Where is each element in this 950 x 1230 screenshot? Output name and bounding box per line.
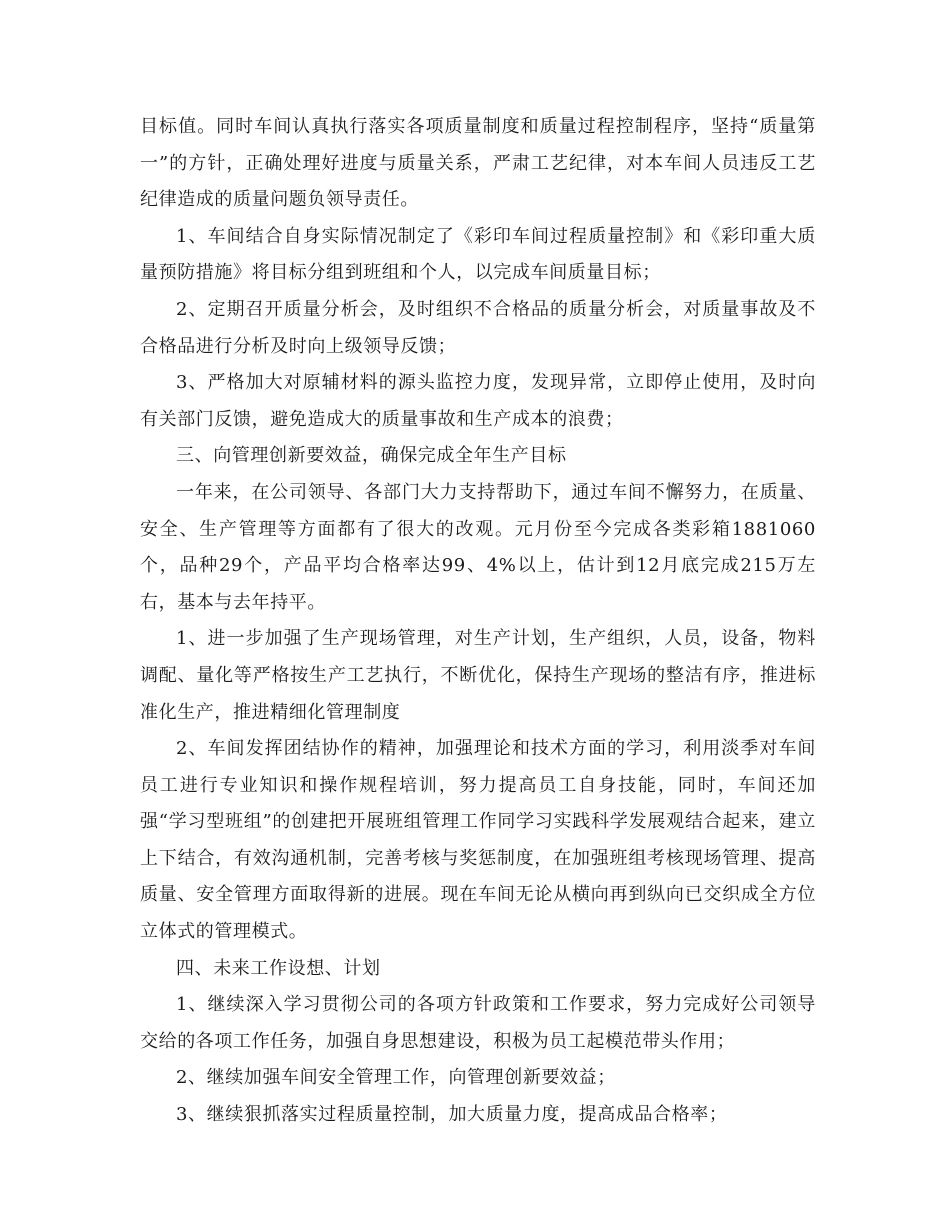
section-heading-3: 三、向管理创新要效益，确保完成全年生产目标: [176, 445, 567, 467]
paragraph-item-2-teamwork: 2、车间发挥团结协作的精神，加强理论和技术方面的学习，利用淡季对车间员工进行专业知识和操作规程培训，努力提高员工自身技能，同时，车间还加强“学习型班组”的创建把开展班组管理工作同学习实践科学发展观结合起来，建立上下结合，有效沟通机制，完善考核与奖惩制度，在加强班组考核现场管理、提高质量、安全管理方面取得新的进展。现在车间无论从横向再到纵向已交织成全方位立体式的管理模式。: [140, 738, 816, 943]
paragraph-item-1-quality-plan: 1、车间结合自身实际情况制定了《彩印车间过程质量控制》和《彩印重大质量预防措施》将目标分组到班组和个人，以完成车间质量目标；: [140, 225, 816, 284]
paragraph-plan-2: 2、继续加强车间安全管理工作，向管理创新要效益；: [176, 1067, 616, 1089]
paragraph-annual-summary: 一年来，在公司领导、各部门大力支持帮助下，通过车间不懈努力，在质量、安全、生产管理等方面都有了很大的改观。元月份至今完成各类彩箱1881060个，品种29个，产品平均合格率达99、4%以上，估计到12月底完成215万左右，基本与去年持平。: [140, 481, 816, 613]
paragraph-item-1-site-management: 1、进一步加强了生产现场管理，对生产计划，生产组织，人员，设备，物料调配、量化等严格按生产工艺执行，不断优化，保持生产现场的整洁有序，推进标准化生产，推进精细化管理制度: [140, 628, 816, 723]
paragraph-item-2-quality-meeting: 2、定期召开质量分析会，及时组织不合格品的质量分析会，对质量事故及不合格品进行分析及时向上级领导反馈；: [140, 298, 816, 357]
section-heading-4: 四、未来工作设想、计划: [176, 957, 381, 979]
paragraph-plan-1: 1、继续深入学习贯彻公司的各项方针政策和工作要求，努力完成好公司领导交给的各项工作任务，加强自身思想建设，积极为员工起模范带头作用；: [140, 994, 816, 1052]
document-body: [140, 109, 816, 1134]
paragraph-continuation: 目标值。同时车间认真执行落实各项质量制度和质量过程控制程序，坚持“质量第一”的方针，正确处理好进度与质量关系，严肃工艺纪律，对本车间人员违反工艺纪律造成的质量问题负领导责任。: [140, 116, 816, 211]
paragraph-item-3-material-monitoring: 3、严格加大对原辅材料的源头监控力度，发现异常，立即停止使用，及时向有关部门反馈，避免造成大的质量事故和生产成本的浪费；: [140, 372, 816, 430]
paragraph-plan-3: 3、继续狠抓落实过程质量控制，加大质量力度，提高成品合格率；: [176, 1104, 728, 1126]
